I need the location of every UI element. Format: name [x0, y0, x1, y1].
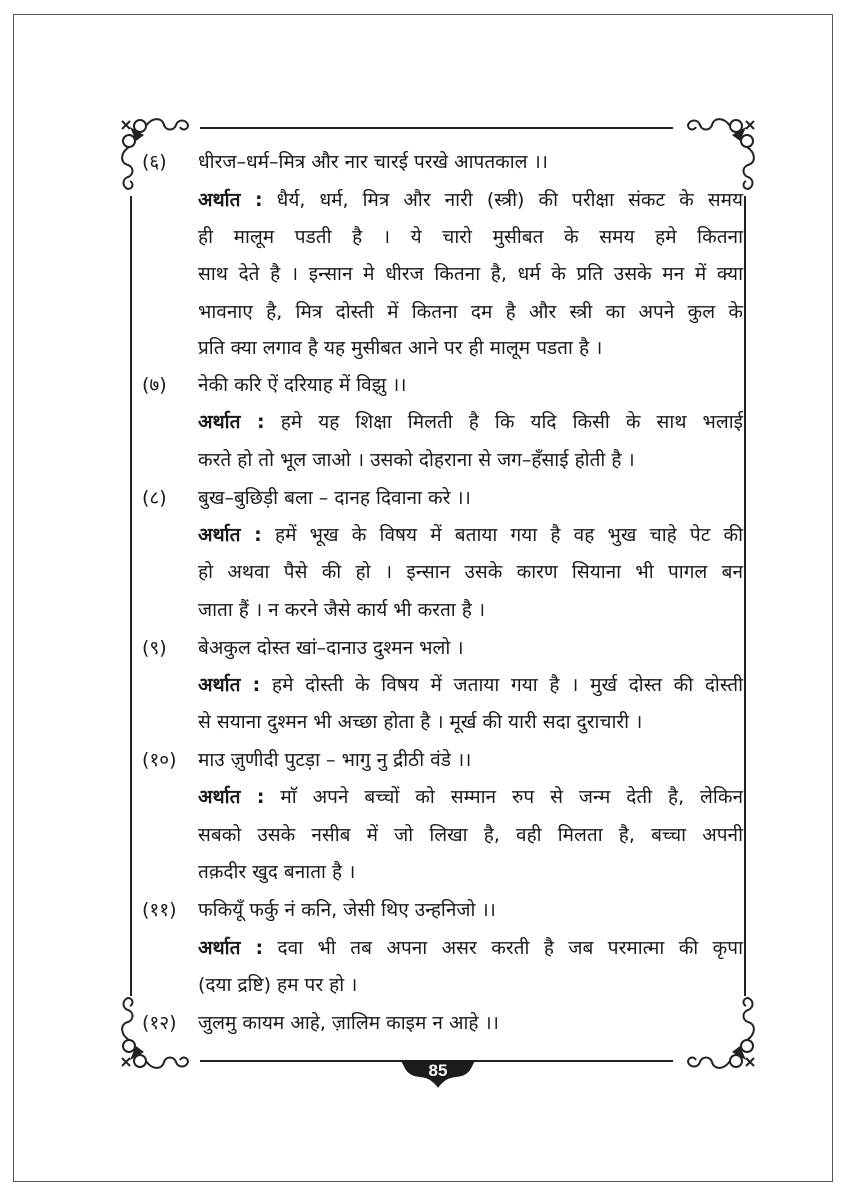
- meaning-line: (दया द्रष्टि) हम पर हो ।: [198, 974, 358, 996]
- meaning-line: अर्थात : हमें भूख के विषय में बताया गया है वह भुख चाहे पेट की: [198, 524, 743, 546]
- meaning-line: ही मालूम पडती है । ये चारो मुसीबत के समय हमे कितना: [198, 226, 743, 248]
- verse-line: जुलमु कायम आहे, ज़ालिम काइम न आहे ।।: [198, 1012, 499, 1034]
- meaning-label: अर्थात :: [198, 786, 265, 808]
- meaning-line: हो अथवा पैसे की हो । इन्सान उसके कारण सियाना भी पागल बन: [198, 561, 743, 583]
- meaning-line: से सयाना दुश्मन भी अच्छा होता है । मूर्ख की यारी सदा दुराचारी ।: [198, 711, 643, 733]
- verse-line: माउ ज़ुणीदी पुटड़ा – भागु नु द्रीठी वंडे ।।: [198, 749, 472, 771]
- meaning-line: अर्थात : दवा भी तब अपना असर करती है जब परमात्मा की कृपा: [198, 937, 743, 959]
- meaning-line: जाता हैं । न करने जैसे कार्य भी करता है ।: [198, 599, 486, 621]
- verse-line: फकियूँ फर्कु नं कनि, जेसी थिए उन्हनिजो ।।: [198, 899, 496, 921]
- item-number: (८): [142, 487, 167, 509]
- meaning-label: अर्थात :: [198, 411, 265, 433]
- verse-line: बुख–बुछिड़ी बला – दानह दिवाना करे ।।: [198, 487, 471, 509]
- meaning-label: अर्थात :: [198, 189, 263, 211]
- frame-top-line: [200, 127, 673, 129]
- item-number: (१०): [142, 749, 177, 771]
- item-number: (६): [142, 151, 167, 173]
- frame-right-line: [744, 196, 746, 996]
- meaning-line: सबको उसके नसीब में जो लिखा है, वही मिलता है, बच्चा अपनी: [198, 824, 743, 846]
- verse-line: नेकी करि ऐं दरियाह में विझु ।।: [198, 374, 407, 396]
- item-number: (१२): [142, 1012, 177, 1034]
- meaning-line: करते हो तो भूल जाओ । उसको दोहराना से जग–हँसाई होती है ।: [198, 449, 635, 471]
- corner-ornament-bottom-right-icon: [678, 992, 758, 1072]
- meaning-line: अर्थात : माॅ अपने बच्चों को सम्मान रुप से जन्म देती है, लेकिन: [198, 786, 743, 808]
- meaning-line: अर्थात : हमे दोस्ती के विषय में जताया गया है । मुर्ख दोस्त की दोस्ती: [198, 674, 743, 696]
- verse-line: धीरज–धर्म–मित्र और नार चारई परखे आपतकाल ।।: [198, 151, 549, 173]
- verse-line: बेअकुल दोस्त खां–दानाउ दुश्मन भलो ।: [198, 637, 464, 659]
- meaning-line: प्रति क्या लगाव है यह मुसीबत आने पर ही मालूम पडता है ।: [198, 337, 603, 359]
- frame-left-line: [130, 196, 132, 996]
- item-number: (११): [142, 899, 177, 921]
- meaning-label: अर्थात :: [198, 937, 264, 959]
- meaning-label: अर्थात :: [198, 674, 261, 696]
- page-number-badge: [400, 1060, 476, 1084]
- item-number: (९): [142, 637, 167, 659]
- page-number: 85: [428, 1061, 448, 1080]
- meaning-line: अर्थात : धैर्य, धर्म, मित्र और नारी (स्त्री) की परीक्षा संकट के समय: [198, 189, 743, 211]
- meaning-label: अर्थात :: [198, 524, 262, 546]
- corner-ornament-top-right-icon: [678, 115, 758, 195]
- meaning-line: तक़दीर खुद बनाता है ।: [198, 861, 356, 883]
- meaning-line: अर्थात : हमे यह शिक्षा मिलती है कि यदि किसी के साथ भलाई: [198, 411, 744, 433]
- meaning-line: भावनाए है, मित्र दोस्ती में कितना दम है और स्त्री का अपने कुल के: [198, 301, 743, 323]
- meaning-line: साथ देते है । इन्सान मे धीरज कितना है, धर्म के प्रति उसके मन में क्या: [198, 263, 743, 285]
- item-number: (७): [142, 374, 167, 396]
